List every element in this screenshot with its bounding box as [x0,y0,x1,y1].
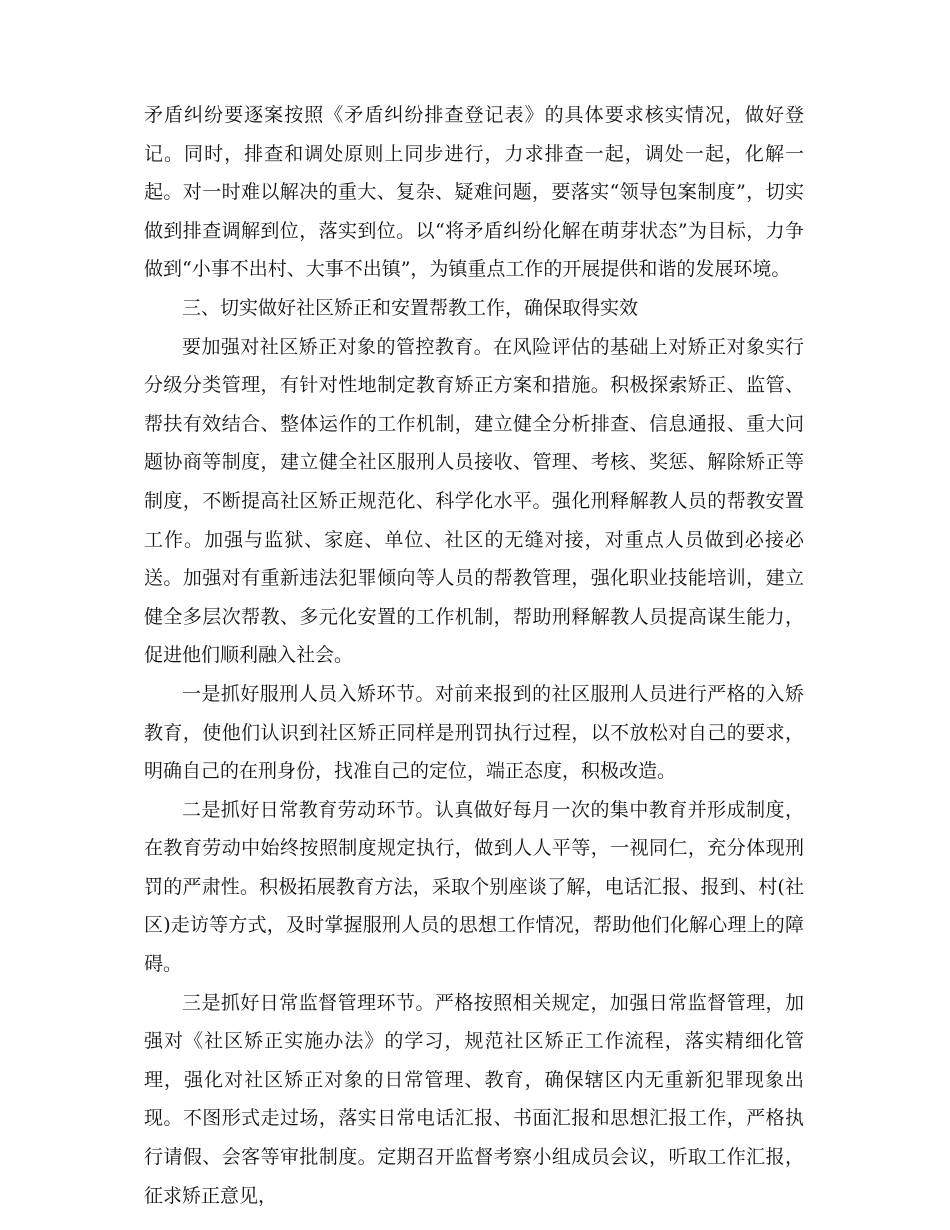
paragraph-correction-management: 要加强对社区矫正对象的管控教育。在风险评估的基础上对矫正对象实行分级分类管理，有针对性地制定教育矫正方案和措施。积极探索矫正、监管、帮扶有效结合、整体运作的工作机制，建立健全分析排查、信息通报、重大问题协商等制度，建立健全社区服刑人员接收、管理、考核、奖惩、解除矫正等制度，不断提高社区矫正规范化、科学化水平。强化刑释解教人员的帮教安置工作。加强与监狱、家庭、单位、社区的无缝对接，对重点人员做到必接必送。加强对有重新违法犯罪倾向等人员的帮教管理，强化职业技能培训，建立健全多层次帮教、多元化安置的工作机制，帮助刑释解教人员提高谋生能力，促进他们顺利融入社会。 [144,335,804,667]
section-heading-community-correction: 三、切实做好社区矫正和安置帮教工作，确保取得实效 [182,296,639,319]
paragraph-intake-stage: 一是抓好服刑人员入矫环节。对前来报到的社区服刑人员进行严格的入矫教育，使他们认识到社区矫正同样是刑罚执行过程，以不放松对自己的要求，明确自己的在刑身份，找准自己的定位，端正态度，积极改造。 [144,682,804,783]
paragraph-dispute-registration: 矛盾纠纷要逐案按照《矛盾纠纷排查登记表》的具体要求核实情况，做好登记。同时，排查和调处原则上同步进行，力求排查一起，调处一起，化解一起。对一时难以解决的重大、复杂、疑难问题，要落实“领导包案制度”，切实做到排查调解到位，落实到位。以“将矛盾纠纷化解在萌芽状态”为目标，力争做到“小事不出村、大事不出镇”，为镇重点工作的开展提供和谐的发展环境。 [144,104,804,281]
paragraph-education-labor-stage: 二是抓好日常教育劳动环节。认真做好每月一次的集中教育并形成制度，在教育劳动中始终按照制度规定执行，做到人人平等，一视同仁，充分体现刑罚的严肃性。积极拓展教育方法，采取个别座谈了解，电话汇报、报到、村(社区)走访等方式，及时掌握服刑人员的思想工作情况，帮助他们化解心理上的障碍。 [144,798,804,976]
paragraph-supervision-stage: 三是抓好日常监督管理环节。严格按照相关规定，加强日常监督管理，加强对《社区矫正实施办法》的学习，规范社区矫正工作流程，落实精细化管理，强化对社区矫正对象的日常管理、教育，确保辖区内无重新犯罪现象出现。不图形式走过场，落实日常电话汇报、书面汇报和思想汇报工作，严格执行请假、会客等审批制度。定期召开监督考察小组成员会议，听取工作汇报，征求矫正意见， [144,991,804,1207]
document-page [144,96,804,1215]
